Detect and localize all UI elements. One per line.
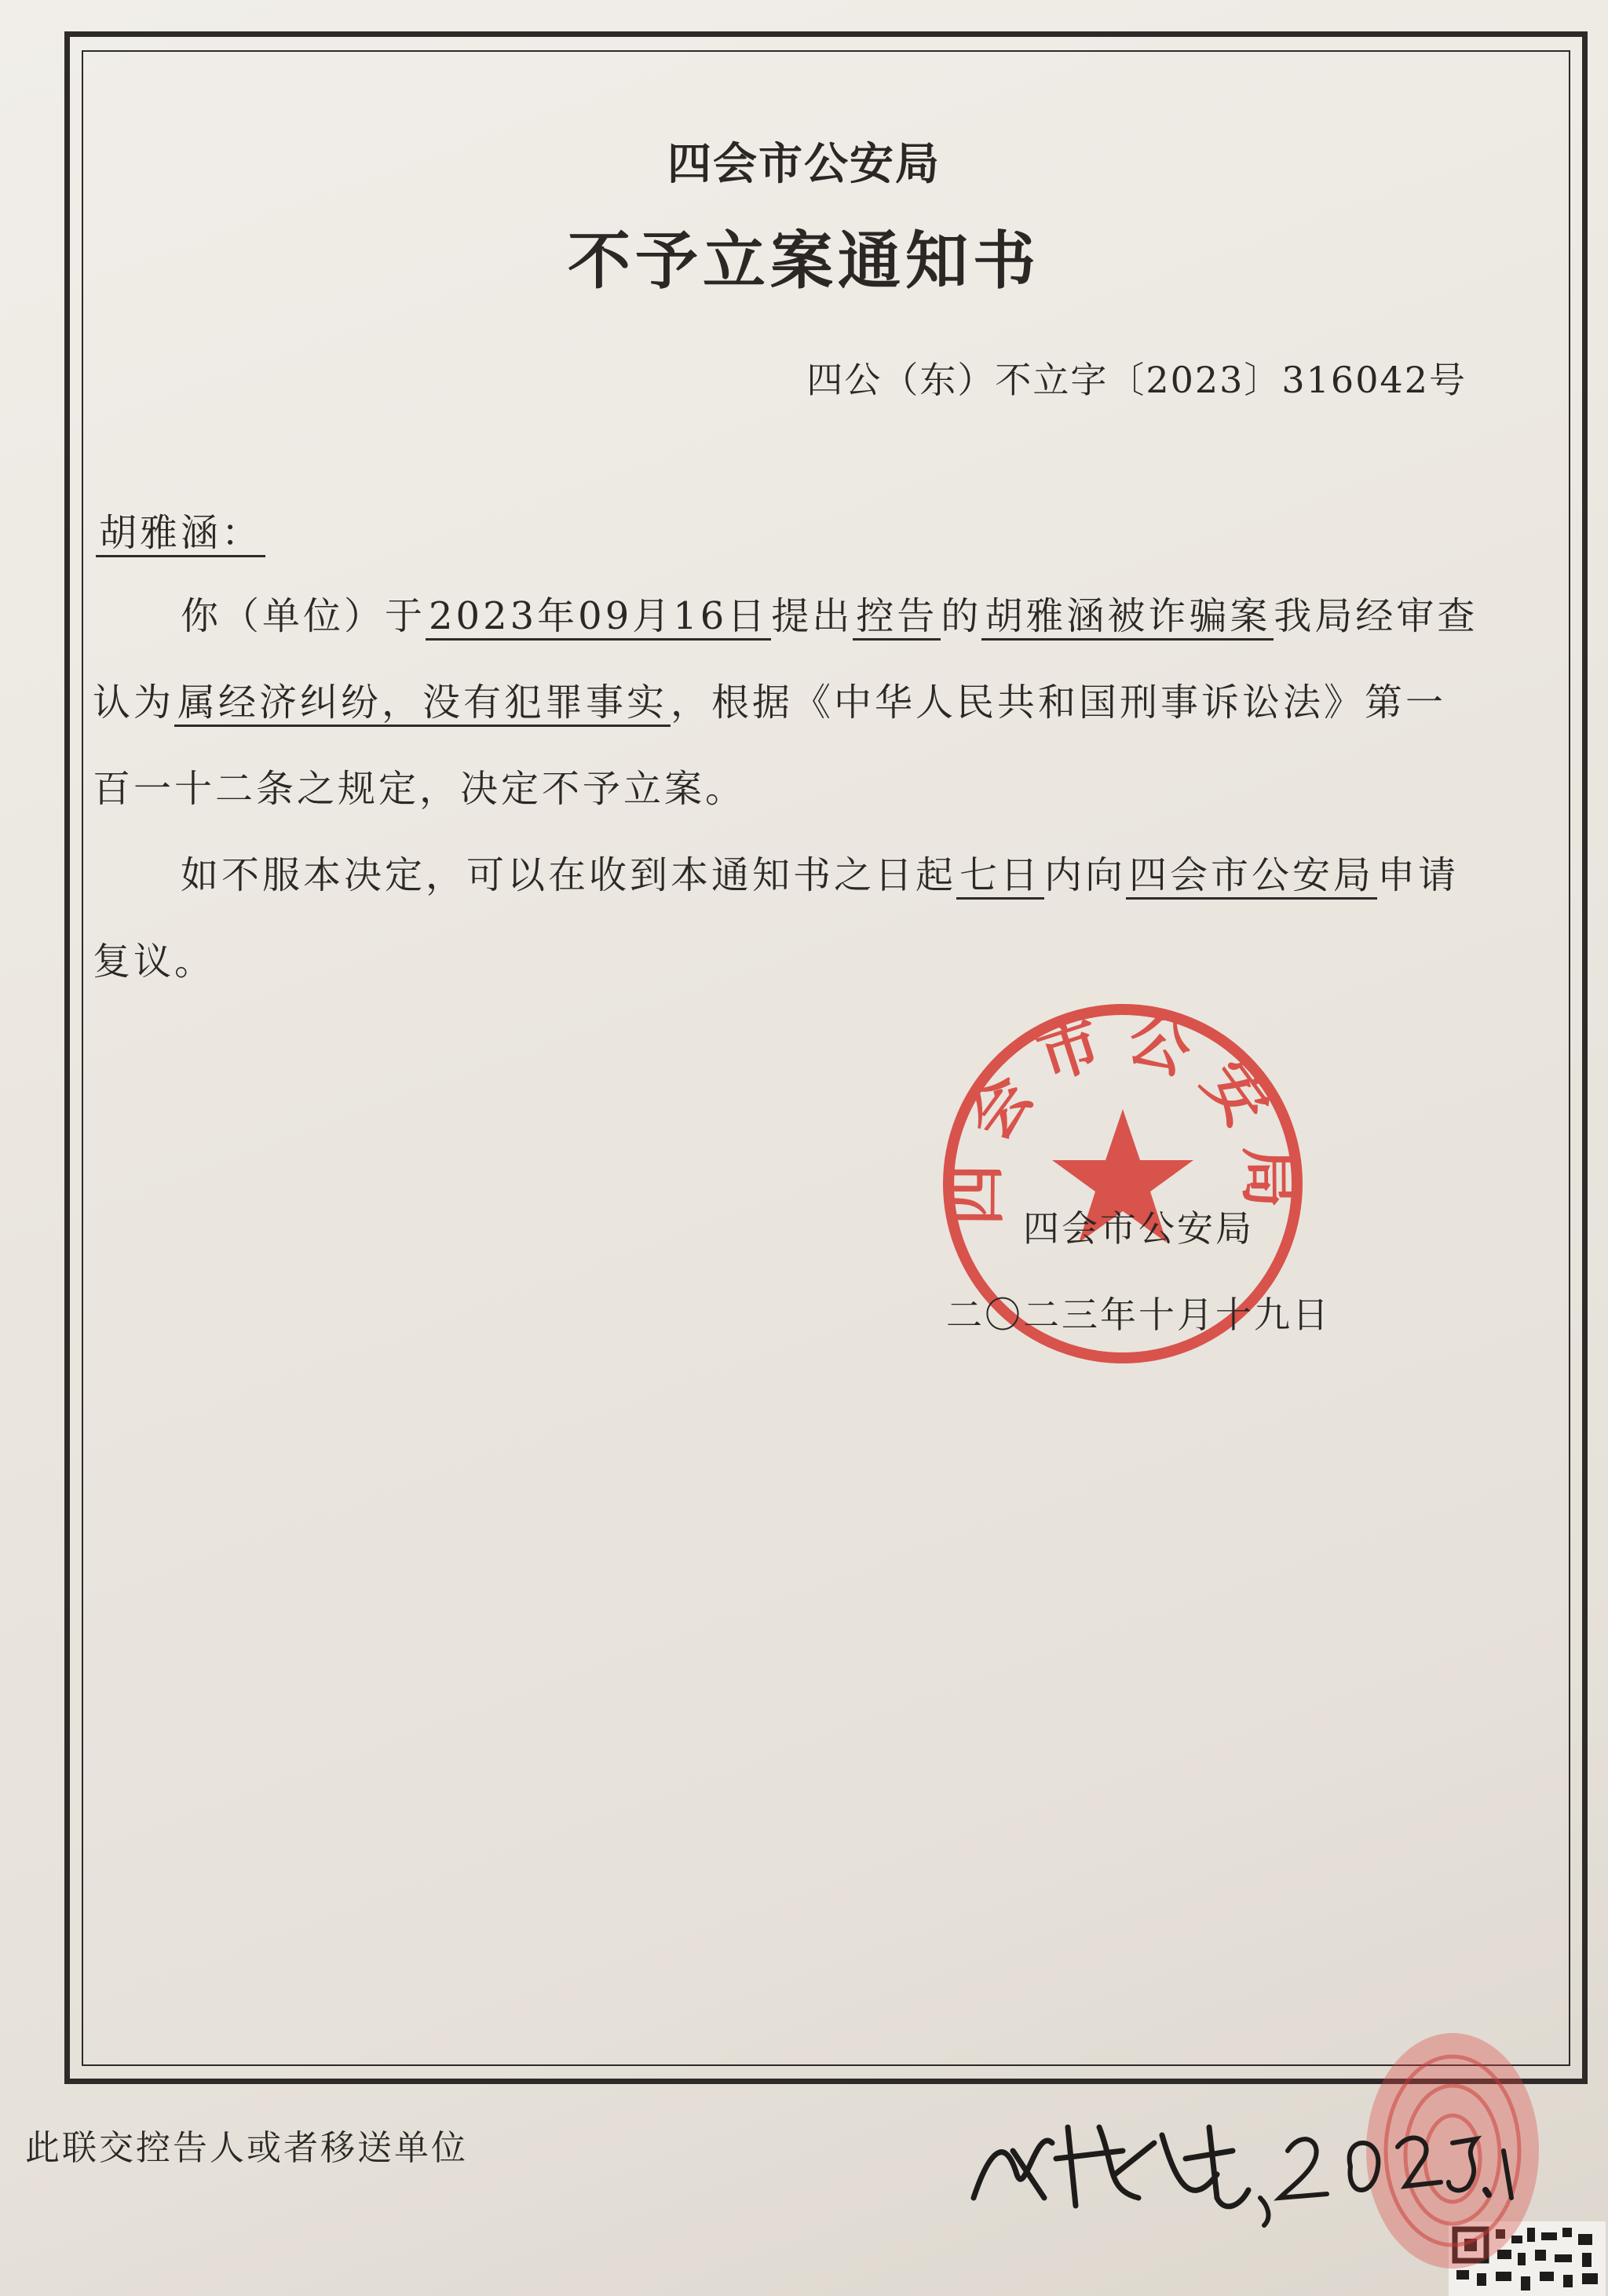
text-segment: 你（单位）于 — [181, 594, 426, 638]
notice-body — [93, 573, 1482, 1005]
text-segment: 的 — [941, 594, 982, 638]
appeal-period: 七日 — [956, 853, 1044, 900]
document-number: 四公（东）不立字〔2023〕316042号 — [806, 359, 1467, 401]
seal-text: 四会市公安局 — [940, 1002, 1306, 1226]
case-name: 胡雅涵被诈骗案 — [981, 594, 1274, 641]
appeal-authority: 四会市公安局 — [1126, 853, 1377, 900]
recipient-name-text: 胡雅涵： — [96, 511, 265, 557]
text-segment: 提出 — [771, 594, 853, 638]
document-title: 不予立案通知书 — [568, 224, 1040, 297]
recipient-name — [96, 502, 265, 557]
text-segment: 如不服本决定，可以在收到本通知书之日起 — [181, 853, 957, 897]
text-segment: 内向 — [1044, 853, 1127, 897]
complaint-type: 控告 — [853, 594, 941, 641]
handwritten-signature — [958, 2080, 1555, 2237]
copy-destination-note: 此联交控告人或者移送单位 — [25, 2128, 468, 2168]
paragraph-decision — [93, 573, 1482, 832]
signing-authority: 四会市公安局 — [1023, 1207, 1254, 1250]
text-segment: ，根据《中华人民共和国刑事诉讼法》第一百一十二条之规定，决定不予立案。 — [93, 681, 1447, 811]
signing-date: 二〇二三年十月十九日 — [946, 1294, 1331, 1336]
text-segment: 申请复议。 — [93, 853, 1460, 984]
text-segment: 我局经审查认为 — [93, 594, 1478, 725]
signature-block — [903, 1185, 1374, 1358]
complaint-date: 2023年09月16日 — [426, 594, 771, 641]
issuing-authority-heading: 四会市公安局 — [667, 138, 941, 190]
paragraph-appeal — [93, 832, 1482, 1005]
decision-reason: 属经济纠纷，没有犯罪事实 — [174, 681, 671, 727]
